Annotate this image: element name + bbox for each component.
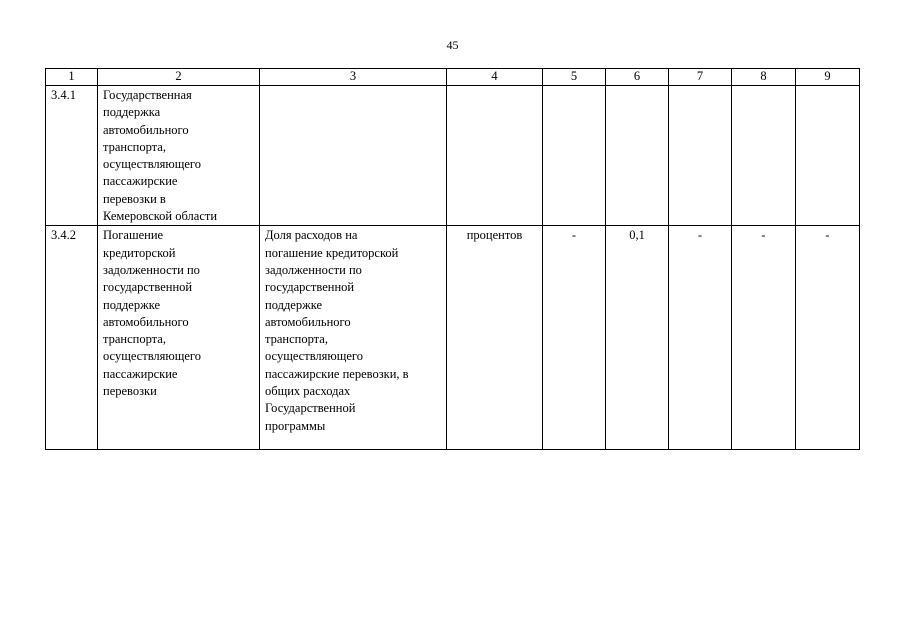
header-row <box>46 69 860 86</box>
cell-text-line: пассажирские <box>103 366 178 381</box>
cell-text-line: общих расходах <box>265 384 351 399</box>
value-col-5: - <box>543 226 606 450</box>
header-col-9: 9 <box>796 69 860 86</box>
row-number: 3.4.1 <box>46 86 98 226</box>
cell-text-line: автомобильного <box>103 314 189 329</box>
value-col-9 <box>796 86 860 226</box>
header-col-5: 5 <box>543 69 606 86</box>
cell-text-line: задолженности по <box>103 262 200 277</box>
cell-text-line: осуществляющего <box>103 349 201 364</box>
header-col-6: 6 <box>606 69 669 86</box>
cell-text-line: задолженности по <box>265 262 362 277</box>
indicators-table <box>45 68 860 450</box>
page-number: 45 <box>446 38 459 52</box>
table-row <box>46 86 860 226</box>
cell-text-line: осуществляющего <box>103 157 201 172</box>
cell-text-line: поддержка <box>103 105 161 120</box>
measure-name <box>98 86 260 226</box>
cell-text-line: пассажирские <box>103 174 178 189</box>
cell-text-line: перевозки <box>103 384 157 399</box>
cell-text-line: Государственной <box>265 401 356 416</box>
value-col-6: 0,1 <box>606 226 669 450</box>
cell-text-line: транспорта, <box>265 332 328 347</box>
unit: процентов <box>447 226 543 450</box>
cell-text-line: осуществляющего <box>265 349 363 364</box>
header-col-8: 8 <box>732 69 796 86</box>
cell-text-line: программы <box>265 418 326 433</box>
measure-name <box>98 226 260 450</box>
cell-text-line: автомобильного <box>265 314 351 329</box>
header-col-4: 4 <box>447 69 543 86</box>
row-number: 3.4.2 <box>46 226 98 450</box>
cell-text-line: транспорта, <box>103 332 166 347</box>
value-col-8: - <box>732 226 796 450</box>
cell-text-line: транспорта, <box>103 139 166 154</box>
value-col-5 <box>543 86 606 226</box>
cell-text-line: кредиторской <box>103 245 176 260</box>
cell-text-line: пассажирские перевозки, в <box>265 366 409 381</box>
header-col-1: 1 <box>46 69 98 86</box>
cell-text-line: государственной <box>265 280 355 295</box>
header-col-2: 2 <box>98 69 260 86</box>
cell-text-line: Доля расходов на <box>265 228 358 243</box>
header-col-3: 3 <box>260 69 447 86</box>
value-col-7 <box>669 86 732 226</box>
cell-text-line: Кемеровской области <box>103 209 218 224</box>
cell-text-line: Погашение <box>103 228 164 243</box>
cell-text-line: перевозки в <box>103 191 166 206</box>
value-col-8 <box>732 86 796 226</box>
cell-text-line: Государственная <box>103 88 192 102</box>
value-col-9: - <box>796 226 860 450</box>
cell-text-line: государственной <box>103 280 193 295</box>
value-col-6 <box>606 86 669 226</box>
cell-text-line: поддержке <box>103 297 161 312</box>
table-row <box>46 226 860 450</box>
indicator-name <box>260 226 447 450</box>
header-col-7: 7 <box>669 69 732 86</box>
cell-text-line: погашение кредиторской <box>265 245 399 260</box>
cell-text-line: автомобильного <box>103 122 189 137</box>
cell-text-line: поддержке <box>265 297 323 312</box>
unit <box>447 86 543 226</box>
indicator-name <box>260 86 447 226</box>
value-col-7: - <box>669 226 732 450</box>
